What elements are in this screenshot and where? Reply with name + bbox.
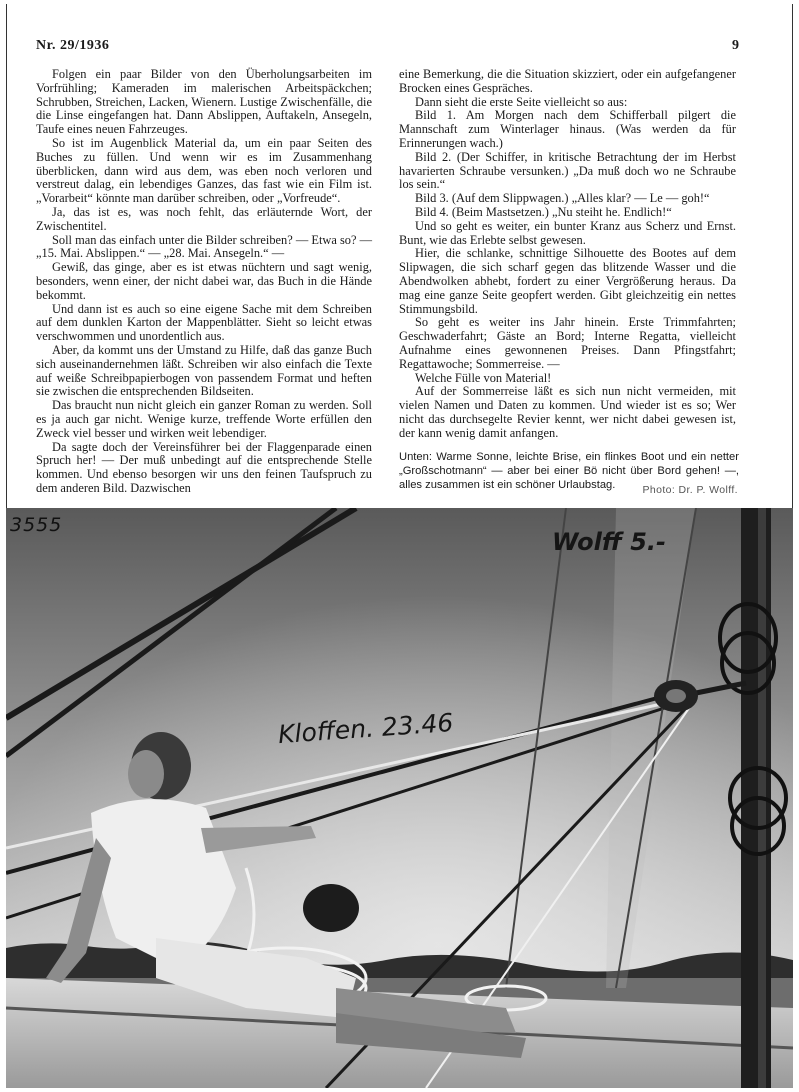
- paragraph: Welche Fülle von Material!: [415, 370, 552, 385]
- paragraph: Soll man das einfach unter die Bilder schreiben? — Etwa so? — „15. Mai. Abslippen.“ — „28. Mai. Ansegeln.“ —: [36, 232, 372, 261]
- archive-number: 3555: [10, 514, 63, 536]
- paragraph: Ja, das ist es, was noch fehlt, das erläuternde Wort, der Zwischentitel.: [36, 204, 372, 233]
- issue-number: Nr. 29/1936: [36, 38, 110, 53]
- paragraph: Bild 3. (Auf dem Slippwagen.) „Alles klar? — Le — goh!“: [415, 191, 710, 206]
- paragraph: Folgen ein paar Bilder von den Überholungsarbeiten im Vorfrühling; Kameraden im malerischen Arbeitspäckchen; Schrubben, Streichen, Lacken, Wienern. Lustige Zwischenfälle, die die Linse eingefangen hat. Dann Abslippen, Auftakeln, Ansegeln, Taufe eines neuen Fahrzeuges.: [36, 67, 372, 137]
- paragraph: Dann sieht die erste Seite vielleicht so aus:: [415, 94, 628, 109]
- paragraph: Das braucht nun nicht gleich ein ganzer Roman zu werden. Soll es ja auch gar nicht. Wenige kurze, treffende Worte erfüllen den Zweck viel besser und wirken weit lebendiger.: [36, 398, 372, 440]
- handwritten-date-note: Kloffen. 23.46: [277, 707, 455, 750]
- paragraph: So ist im Augenblick Material da, um ein paar Seiten des Buches zu füllen. Und wenn wir es im Zusammenhang überblicken, dann wird aus dem, was eben noch verloren und verstreut dalag, ein lebendiges Ganzes, das fast wie ein Film ist. „Vorarbeit“ könnte man darüber schreiben, oder „Vorfreude“.: [36, 135, 372, 206]
- paragraph: So geht es weiter ins Jahr hinein. Erste Trimmfahrten; Geschwaderfahrt; Gäste an Bord; Interne Regatta, vielleicht Aufnahme eines gewonnenen Preises. Dann Pfingstfahrt; Regattawoche; Sommerreise. —: [399, 315, 736, 371]
- paragraph: Bild 1. Am Morgen nach dem Schifferball pilgert die Mannschaft zum Winterlager hinaus. (Was werden da für Erinnerungen wach.): [399, 108, 736, 150]
- paragraph: eine Bemerkung, die die Situation skizziert, oder ein aufgefangener Brocken eines Gespräches.: [399, 67, 736, 95]
- paragraph: Auf der Sommerreise läßt es sich nun nicht vermeiden, mit vielen Namen und Daten zu kommen. Und wieder ist es so; Wer nicht das durchsegelte Revier kennt, wer nicht dabei gewesen ist, der kann wenig damit anfangen.: [399, 384, 736, 440]
- left-text-column: [36, 68, 372, 496]
- page-header: [36, 38, 739, 56]
- paragraph: Bild 2. (Der Schiffer, in kritische Betrachtung der im Herbst havarierten Schraube versunken.) „Da muß doch wo ne Schraube los sein.“: [399, 149, 736, 192]
- paragraph: Aber, da kommt uns der Umstand zu Hilfe, daß das ganze Buch sich auseinandernehmen läßt. Schreiben wir also einfach die Texte auf weiße Schreibpapierbogen von passendem Format und heften sie zwischen die entsprechenden Bildseiten.: [36, 342, 372, 399]
- paragraph: Hier, die schlanke, schnittige Silhouette des Bootes auf dem Slipwagen, die sich scharf gegen das blitzende Wasser und die Abendwolken abhebt, fordert zu einer Vergrößerung heraus. Da mag eine ganze Seite geopfert werden. Gibt gleichzeitig ein nettes Stimmungsbild.: [399, 246, 736, 316]
- paragraph: Bild 4. (Beim Mastsetzen.) „Nu steiht he. Endlich!“: [415, 204, 672, 219]
- right-text-column: [399, 68, 736, 441]
- page-number: 9: [732, 38, 739, 53]
- photo-credit: Photo: Dr. P. Wolff.: [642, 484, 738, 496]
- sailing-photo-illustration: [6, 508, 793, 1088]
- photo-caption: Unten: Warme Sonne, leichte Brise, ein flinkes Boot und ein netter „Großschotmann“ — aber bei einer Bö nicht über Bord gehen! —, alles zusammen ist ein schöner Urlaubstag.: [399, 451, 739, 491]
- paragraph: Gewiß, das ginge, aber es ist etwas nüchtern und sagt wenig, besonders, wenn einer, der nicht dabei war, das Buch in die Hände bekommt.: [36, 260, 372, 302]
- paragraph: Und dann ist es auch so eine eigene Sache mit dem Schreiben auf dem dunklen Karton der Mappenblätter. Sieht so leicht etwas verschwommen und unordentlich aus.: [36, 301, 372, 344]
- handwritten-price-note: Wolff 5.-: [552, 528, 666, 556]
- paragraph: Und so geht es weiter, ein bunter Kranz aus Scherz und Ernst. Bunt, wie das Erlebte selbst gewesen.: [399, 218, 736, 247]
- sailing-photo: [6, 508, 793, 1088]
- paragraph: Da sagte doch der Vereinsführer bei der Flaggenparade einen Spruch her! — Der muß unbedingt auf die entsprechende Stelle kommen. Und ebenso besorgen wir uns den feinen Taufspruch zu dem anderen Bild. Dazwischen: [36, 439, 372, 495]
